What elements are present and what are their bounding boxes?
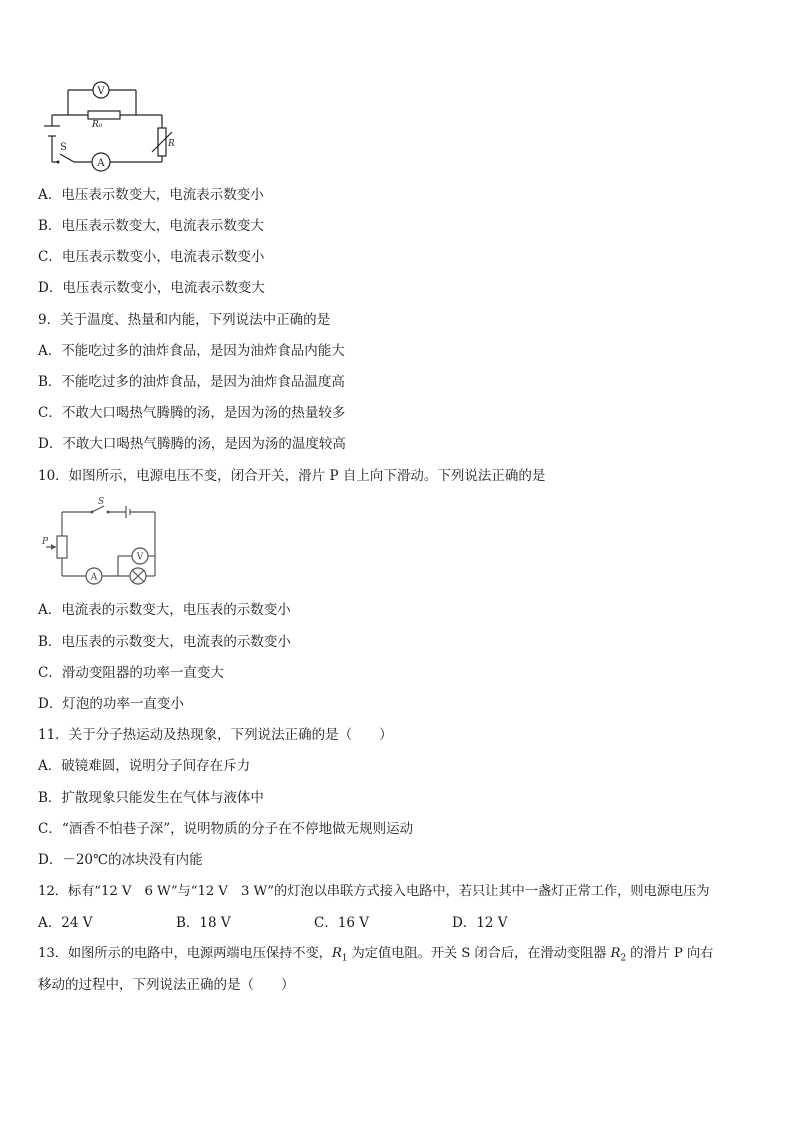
q13-stem-line2: 移动的过程中，下列说法正确的是（ ） [38, 977, 295, 993]
q9-option-c: C．不敢大口喝热气腾腾的汤，是因为汤的热量较多 [38, 405, 346, 421]
q9-option-a: A．不能吃过多的油炸食品，是因为油炸食品内能大 [38, 343, 345, 359]
rheostat-label: R [168, 139, 175, 149]
q9-stem: 9．关于温度、热量和内能，下列说法中正确的是 [38, 312, 331, 328]
ammeter-label: A [90, 572, 98, 583]
q12-option-d: D．12 V [452, 915, 508, 931]
q11-option-a: A．破镜难圆，说明分子间存在斥力 [38, 758, 251, 774]
voltmeter-label: V [97, 86, 105, 97]
circuit-diagram-2 [40, 496, 165, 588]
q13-stem: 13．如图所示的电路中，电源两端电压保持不变，$R_1$ 为定值电阻。开关 S 闭合后，在滑动变阻器 $R_2$ 的滑片 P 向右 [38, 946, 714, 964]
q11-option-d: D．－20℃的冰块没有内能 [38, 852, 203, 868]
switch-label: S [98, 497, 105, 507]
q10-option-a: A．电流表的示数变大，电压表的示数变小 [38, 602, 291, 618]
q12-stem: 12．标有“12 V 6 W”与“12 V 3 W”的灯泡以串联方式接入电路中，若只让其中一盏灯正常工作，则电源电压为 [38, 884, 710, 899]
circuit-diagram-1 [40, 82, 180, 169]
q8-option-b: B．电压表示数变大，电流表示数变大 [38, 218, 264, 234]
q10-option-d: D．灯泡的功率一直变小 [38, 696, 184, 712]
q8-option-d: D．电压表示数变小，电流表示数变大 [38, 280, 265, 296]
slider-label: P [42, 537, 49, 547]
switch-label: S [60, 142, 67, 153]
q11-option-b: B．扩散现象只能发生在气体与液体中 [38, 790, 264, 806]
q12-option-c: C．16 V [314, 915, 370, 931]
ammeter-label: A [97, 158, 105, 169]
q10-stem: 10．如图所示，电源电压不变，闭合开关，滑片 P 自上向下滑动。下列说法正确的是 [38, 468, 546, 484]
resistor-label: R₀ [92, 120, 103, 130]
q12-option-a: A．24 V [38, 915, 93, 931]
q11-stem: 11．关于分子热运动及热现象，下列说法正确的是（ ） [38, 727, 393, 743]
q10-option-c: C．滑动变阻器的功率一直变大 [38, 665, 224, 681]
q9-option-d: D．不敢大口喝热气腾腾的汤，是因为汤的温度较高 [38, 436, 346, 452]
q12-option-b: B．18 V [176, 915, 231, 931]
q8-option-c: C．电压表示数变小，电流表示数变小 [38, 249, 265, 265]
q8-option-a: A．电压表示数变大，电流表示数变小 [38, 187, 264, 203]
voltmeter-label: V [136, 552, 144, 563]
q11-option-c: C．“酒香不怕巷子深”，说明物质的分子在不停地做无规则运动 [38, 821, 414, 837]
q9-option-b: B．不能吃过多的油炸食品，是因为油炸食品温度高 [38, 374, 345, 390]
q10-option-b: B．电压表的示数变大，电流表的示数变小 [38, 634, 291, 650]
